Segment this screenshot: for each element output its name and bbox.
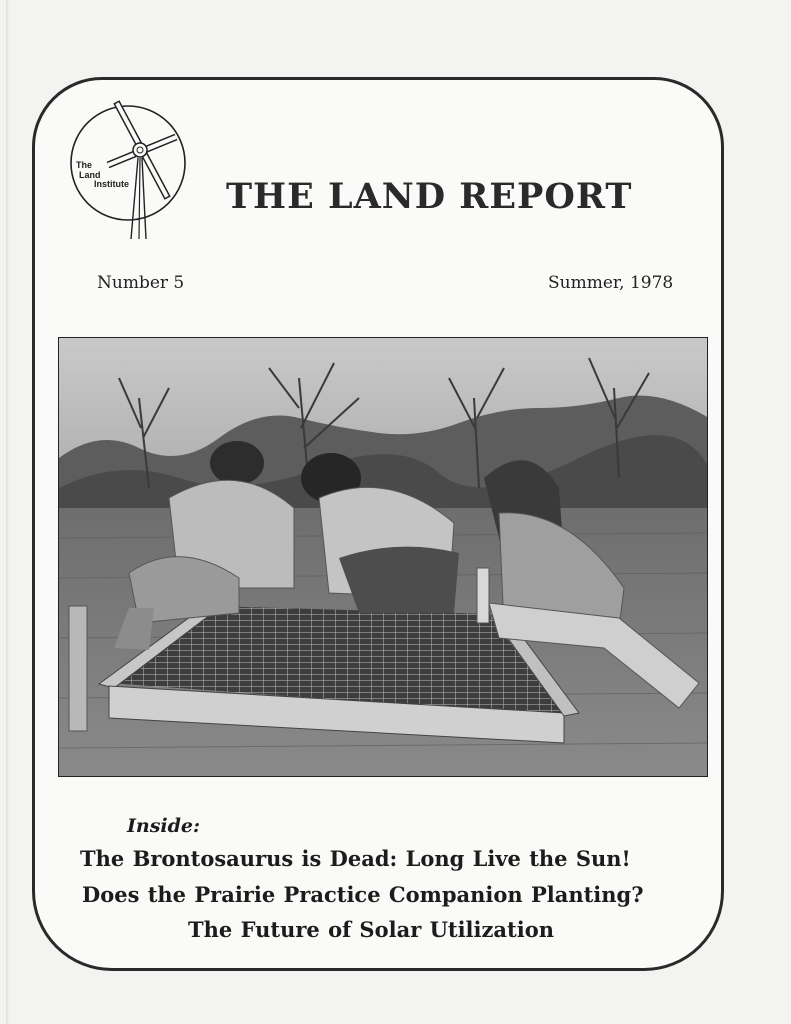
headline-1: The Brontosaurus is Dead: Long Live the Sun!: [80, 846, 631, 871]
publication-title: THE LAND REPORT: [226, 176, 633, 217]
cover-photo: [58, 337, 708, 777]
cover-photo-illustration: [59, 338, 708, 777]
logo-wordmark: [76, 160, 129, 189]
logo-line-2: Land: [79, 170, 101, 180]
issue-date: Summer, 1978: [548, 273, 674, 293]
inside-label: Inside:: [127, 815, 201, 837]
logo-line-3: Institute: [94, 179, 129, 189]
page-edge: [6, 0, 9, 1024]
logo-line-1: The: [76, 160, 93, 170]
headline-2: Does the Prairie Practice Companion Planting?: [82, 882, 644, 907]
headline-3: The Future of Solar Utilization: [188, 917, 554, 942]
issue-number: Number 5: [97, 273, 185, 293]
